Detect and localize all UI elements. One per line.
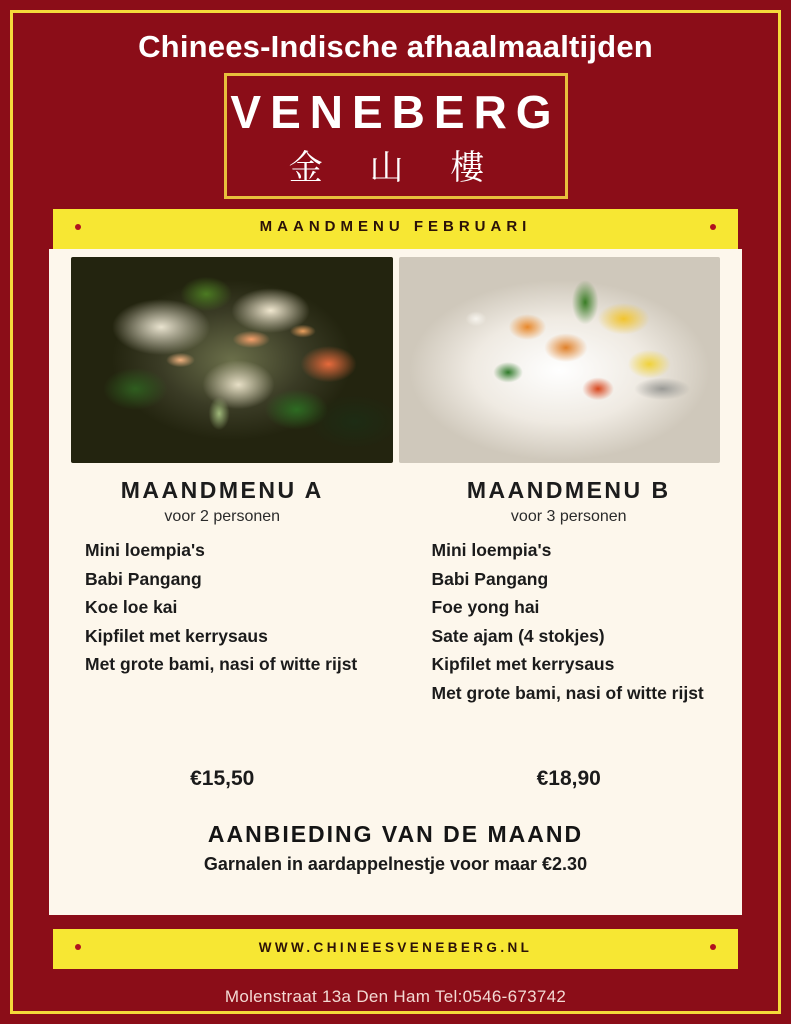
menu-column-a	[49, 477, 396, 707]
offer-subtitle: Garnalen in aardappelnestje voor maar €2.30	[203, 854, 588, 874]
month-ribbon-label: MAANDMENU FEBRUARI	[259, 218, 532, 235]
list-item: Foe yong hai	[431, 597, 540, 618]
brand-name: VENEBERG	[230, 86, 561, 138]
menu-b-items	[420, 536, 719, 707]
page-title: Chinees-Indische afhaalmaaltijden	[138, 29, 653, 64]
menu-columns	[49, 463, 742, 707]
photo-maandmenu-b	[399, 257, 721, 463]
list-item: Met grote bami, nasi of witte rijst	[431, 682, 704, 703]
menu-b-price: €18,90	[536, 767, 601, 790]
menu-body	[49, 249, 742, 915]
list-item: Koe loe kai	[85, 597, 178, 618]
website-ribbon	[13, 929, 778, 969]
brand-name-chinese: 金 山 樓	[288, 148, 503, 188]
dish-photos	[49, 257, 742, 463]
menu-a-subtitle: voor 2 personen	[164, 508, 281, 525]
photo-maandmenu-a	[71, 257, 393, 463]
menu-a-price: €15,50	[190, 767, 255, 790]
price-row	[49, 749, 742, 791]
list-item: Mini loempia's	[85, 540, 205, 560]
list-item: Kipfilet met kerrysaus	[431, 654, 615, 675]
address-line: Molenstraat 13a Den Ham Tel:0546-673742	[224, 987, 567, 1006]
menu-column-b	[396, 477, 743, 707]
ornament-tick-top	[366, 73, 426, 76]
list-item: Babi Pangang	[85, 568, 202, 589]
poster-inner-border	[10, 10, 781, 1014]
offer-of-the-month	[49, 821, 742, 875]
list-item: Kipfilet met kerrysaus	[85, 625, 268, 646]
price-cell-b	[396, 749, 743, 791]
poster-header	[13, 13, 778, 209]
month-ribbon	[13, 209, 778, 249]
menu-b-subtitle: voor 3 personen	[510, 508, 627, 525]
list-item: Babi Pangang	[431, 568, 549, 589]
menu-b-title: MAANDMENU B	[466, 477, 671, 503]
menu-a-title: MAANDMENU A	[120, 477, 324, 503]
list-item: Sate ajam (4 stokjes)	[431, 625, 605, 646]
website-link[interactable]: WWW.CHINEESVENEBERG.NL	[258, 940, 533, 955]
ornament-tick-bottom	[366, 196, 426, 199]
offer-title: AANBIEDING VAN DE MAAND	[207, 821, 584, 847]
list-item: Mini loempia's	[431, 540, 552, 560]
price-cell-a	[49, 749, 396, 791]
list-item: Met grote bami, nasi of witte rijst	[85, 654, 358, 675]
menu-a-items	[73, 536, 372, 679]
